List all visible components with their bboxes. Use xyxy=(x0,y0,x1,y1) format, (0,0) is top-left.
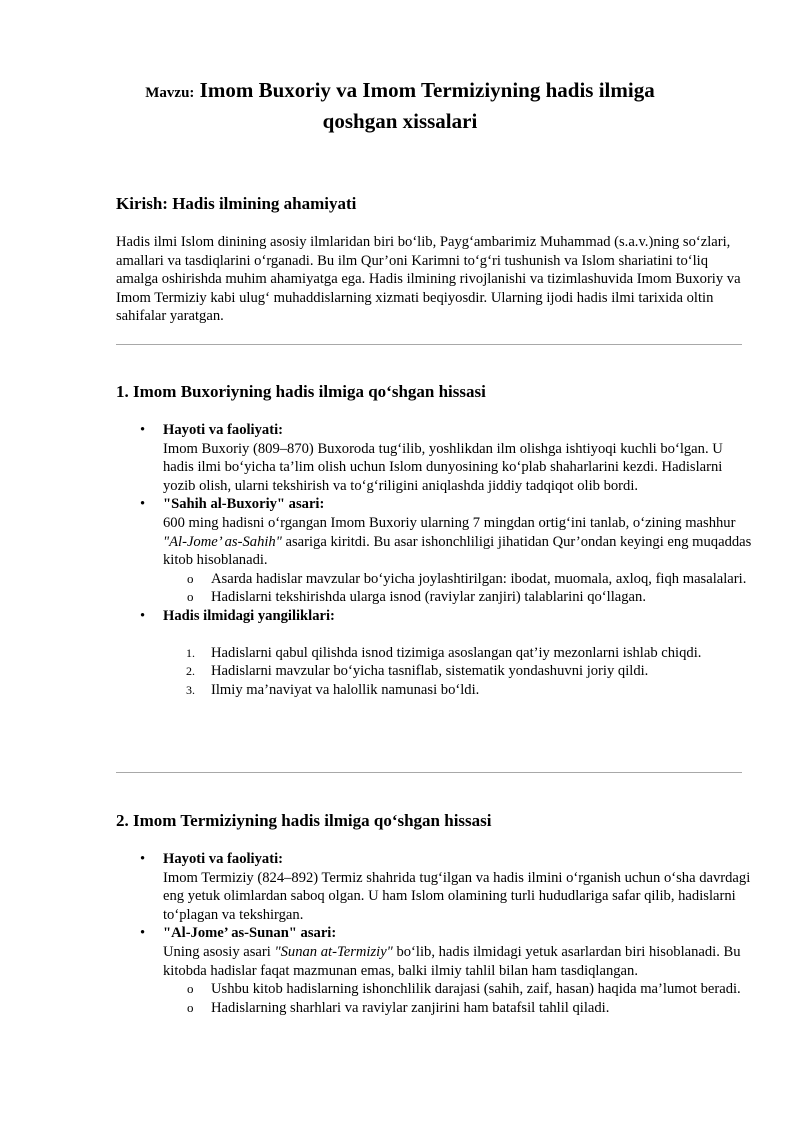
sub-item-text: Ushbu kitob hadislarning ishonchlilik darajasi (sahih, zaif, hasan) haqida ma’lumot beradi. xyxy=(211,981,741,998)
bullet-marker: • xyxy=(140,496,146,513)
numbered-item xyxy=(116,662,756,681)
sub-item-text: Asarda hadislar mavzular bo‘yicha joylashtirilgan: ibodat, muomala, axloq, fiqh masalalari. xyxy=(211,570,747,587)
number-marker: 1. xyxy=(186,645,195,660)
divider xyxy=(116,344,742,345)
item-text xyxy=(163,943,756,980)
numbered-item-text: Hadislarni mavzular bo‘yicha tasniflab, sistematik yondashuvni joriy qildi. xyxy=(211,663,649,680)
sub-list-item xyxy=(116,588,756,607)
page-title xyxy=(100,76,700,135)
spacer xyxy=(116,626,756,644)
item-text: Imom Buxoriy (809–870) Buxoroda tug‘ilib, yoshlikdan ilm olishga ishtiyoqi kuchli bo‘lgan. U hadis ilmi bo‘yicha ta’lim olish uchun Islom dunyosining ko‘plab shaharlarini kezdi. Hadislarni yozib olish, ularni tekshirish va to‘g‘riligini aniqlashda jiddiy tadqiqot olib bordi. xyxy=(163,440,723,494)
sub-list-item xyxy=(116,980,756,999)
item-heading: "Sahih al-Buxoriy" asari: xyxy=(163,496,325,513)
section1-list xyxy=(116,421,756,699)
sub-item-text: Hadislarni tekshirishda ularga isnod (raviylar zanjiri) talablarini qo‘llagan. xyxy=(211,589,646,606)
sub-marker: o xyxy=(187,981,194,997)
intro-heading: Kirish: Hadis ilmining ahamiyati xyxy=(116,194,357,213)
list-item xyxy=(116,850,756,924)
title-line-2: qoshgan xissalari xyxy=(322,109,478,133)
section2-list xyxy=(116,850,756,1017)
numbered-item xyxy=(116,644,756,663)
sub-marker: o xyxy=(187,570,194,586)
item-text-part: 600 ming hadisni o‘rgangan Imom Buxoriy ularning 7 mingdan ortig‘ini tanlab, o‘zining mashhur xyxy=(163,514,736,531)
numbered-item xyxy=(116,681,756,700)
section2-heading: 2. Imom Termiziyning hadis ilmiga qo‘shgan hissasi xyxy=(116,811,492,830)
bullet-marker: • xyxy=(140,607,146,624)
divider xyxy=(116,772,742,773)
sub-list-item xyxy=(116,999,756,1018)
book-title: "Sunan at-Termiziy" xyxy=(274,943,393,960)
intro-paragraph: Hadis ilmi Islom dinining asosiy ilmlaridan biri bo‘lib, Payg‘ambarimiz Muhammad (s.a.v.)ning so‘zlari, amallari va tasdiqlarini o‘rganadi. Bu ilm Qur’oni Karimni to‘g‘ri tushunish va Islom shariatini to‘liq amalga oshirishda muhim ahamiyatga ega. Hadis ilmining rivojlanishi va tizimlashuvida Imom Buxoriy va Imom Termiziy kabi ulug‘ muhaddislarning xizmati beqiyosdir. Ularning ijodi hadis ilmi tarixida oltin sahifalar yaratgan. xyxy=(116,234,741,325)
item-text-part: Uning asosiy asari xyxy=(163,943,275,960)
sub-marker: o xyxy=(187,999,194,1015)
numbered-item-text: Ilmiy ma’naviyat va halollik namunasi bo‘ldi. xyxy=(211,681,480,698)
item-text-part: asariga kiritdi. Bu asar ishonchliligi jihatidan Qur’ondan keyingi eng muqaddas kitob hisoblanadi. xyxy=(163,533,752,569)
section1-heading: 1. Imom Buxoriyning hadis ilmiga qo‘shgan hissasi xyxy=(116,382,486,401)
item-text xyxy=(163,514,756,570)
item-text: Imom Termiziy (824–892) Termiz shahrida tug‘ilgan va hadis ilmini o‘rganish uchun o‘sha davrdagi eng yetuk olimlardan saboq olgan. U ham Islom olamining turli hududlariga safar qilib, hadislarni to‘plagan va tekshirgan. xyxy=(163,869,751,923)
list-item xyxy=(116,607,756,626)
sub-marker: o xyxy=(187,589,194,605)
title-prefix: Mavzu: xyxy=(145,85,195,101)
bullet-marker: • xyxy=(140,851,146,867)
item-heading: Hayoti va faoliyati: xyxy=(163,851,283,867)
item-heading: Hayoti va faoliyati: xyxy=(163,422,283,438)
list-item xyxy=(116,924,756,980)
number-marker: 2. xyxy=(186,664,195,679)
title-line-1: Imom Buxoriy va Imom Termiziyning hadis ilmiga xyxy=(199,78,655,102)
list-item xyxy=(116,421,756,495)
item-heading: "Al-Jome’ as-Sunan" asari: xyxy=(163,925,337,942)
number-marker: 3. xyxy=(186,682,195,697)
numbered-item-text: Hadislarni qabul qilishda isnod tizimiga asoslangan qat’iy mezonlarni ishlab chiqdi. xyxy=(211,644,702,661)
bullet-marker: • xyxy=(140,925,146,942)
bullet-marker: • xyxy=(140,422,146,438)
item-heading: Hadis ilmidagi yangiliklari: xyxy=(163,607,335,624)
list-item xyxy=(116,495,756,569)
book-title: "Al-Jome’ as-Sahih" xyxy=(163,533,282,550)
item-text-part: bo‘lib, hadis ilmidagi yetuk asarlardan biri hisoblanadi. Bu kitobda hadislar faqat mazmunan emas, balki ilmiy tahlil bilan ham tasdiqlangan. xyxy=(163,943,741,979)
sub-list-item xyxy=(116,570,756,589)
sub-item-text: Hadislarning sharhlari va raviylar zanjirini ham batafsil tahlil qiladi. xyxy=(211,999,610,1016)
